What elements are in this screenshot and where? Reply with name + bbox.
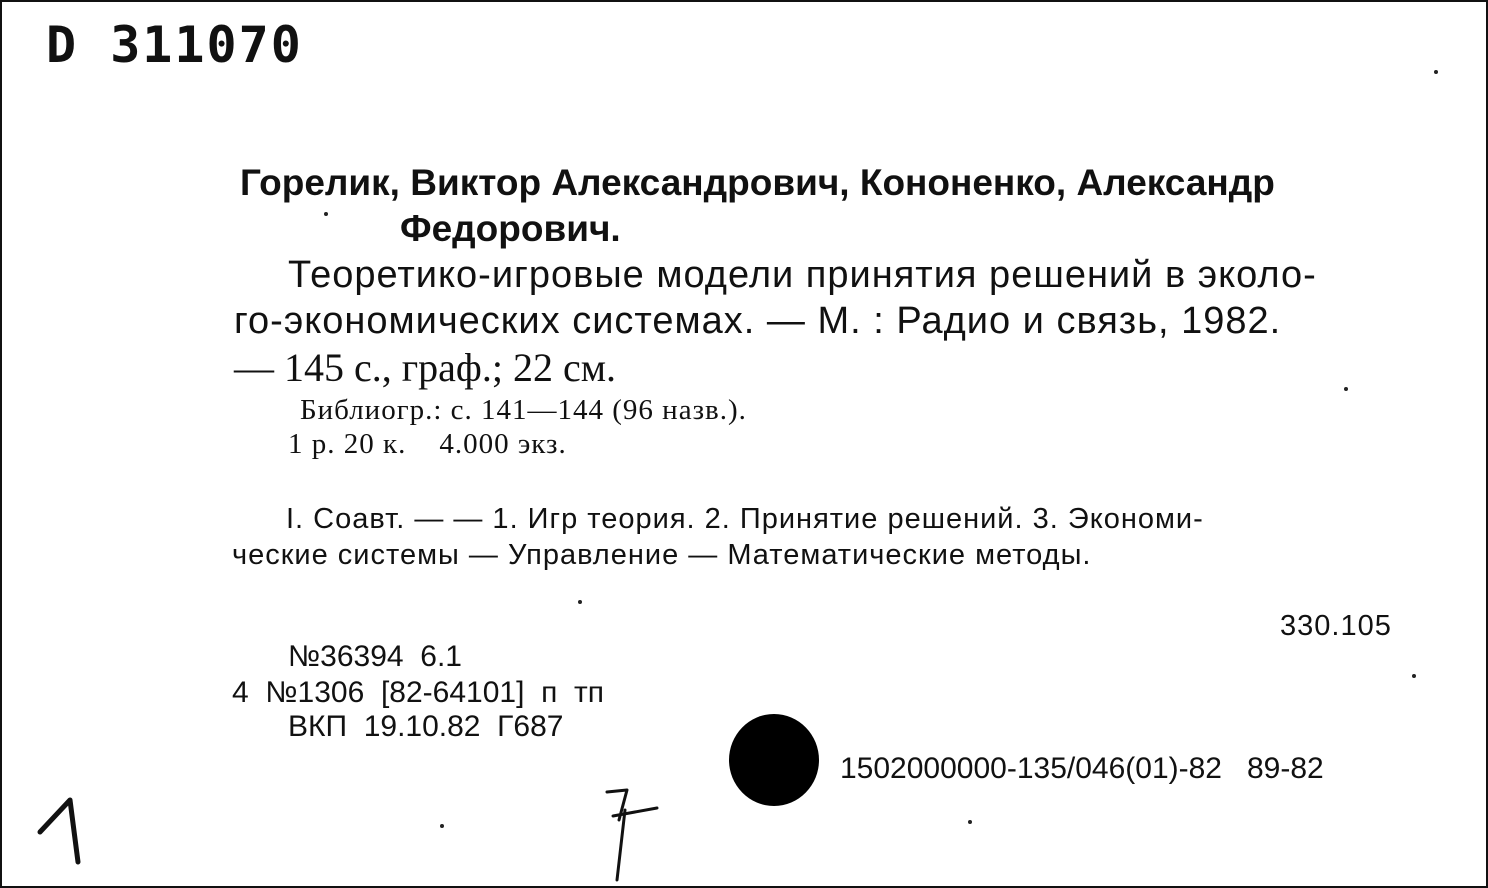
handwritten-one-mark — [32, 792, 92, 872]
speck — [968, 820, 972, 824]
punch-hole — [729, 714, 819, 806]
title-line-1: Теоретико-игровые модели принятия решений в эколо- — [288, 254, 1317, 296]
speck — [324, 212, 328, 216]
speck — [1344, 387, 1348, 391]
stamp-number: D 311070 — [46, 16, 303, 74]
registration-line-2: 4 №1306 [82-64101] п тп — [232, 676, 604, 709]
imprint-line: — 145 с., граф.; 22 см. — [234, 345, 617, 390]
speck — [1412, 674, 1416, 678]
classification-number: 330.105 — [1280, 610, 1392, 642]
authors-line-2: Федорович. — [400, 208, 621, 249]
catalog-code: 1502000000-135/046(01)-82 89-82 — [840, 752, 1324, 785]
registration-line-1: №36394 6.1 — [288, 640, 462, 673]
authors-line-1: Горелик, Виктор Александрович, Кононенко, Александр — [240, 162, 1275, 203]
registration-line-3: ВКП 19.10.82 Г687 — [288, 710, 564, 743]
speck — [440, 824, 444, 828]
handwritten-seven-mark — [597, 780, 677, 888]
tracings-line-2: ческие системы — Управление — Математические методы. — [232, 539, 1092, 571]
bibliography-note: Библиогр.: с. 141—144 (96 назв.). — [300, 394, 747, 426]
price-and-copies: 1 р. 20 к. 4.000 экз. — [288, 428, 567, 460]
speck — [1434, 70, 1438, 74]
speck — [578, 600, 582, 604]
tracings-line-1: I. Соавт. — — 1. Игр теория. 2. Принятие решений. 3. Экономи- — [286, 503, 1204, 535]
title-line-2: го-экономических системах. — М. : Радио и связь, 1982. — [234, 300, 1282, 342]
